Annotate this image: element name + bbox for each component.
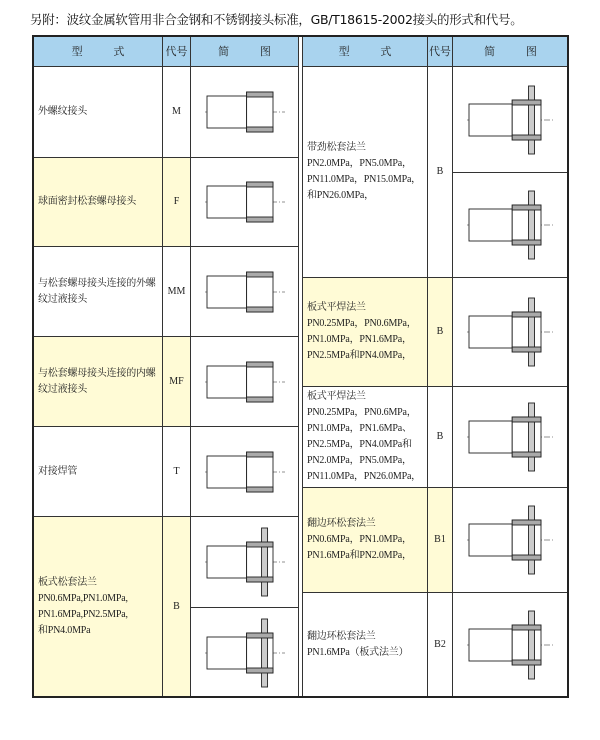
code-cell-text: B: [436, 431, 444, 442]
code-cell: [427, 592, 453, 698]
fitting-diagram: [463, 502, 559, 578]
type-cell: [33, 66, 163, 158]
diagram-cell: [452, 277, 569, 387]
code-cell-text: B1: [434, 534, 446, 545]
code-cell-text: MF: [169, 375, 184, 387]
type-cell-text: 板式松套法兰 PN0.6MPa,PN1.0MPa, PN1.6MPa,PN2.5MPa, 和PN4.0MPa: [38, 577, 128, 636]
code-cell-text: B2: [434, 639, 446, 650]
type-cell: [33, 516, 163, 698]
type-cell-text: 带劲松套法兰 PN2.0MPa，PN5.0MPa， PN11.0MPa，PN15.0MPa， 和PN26.0MPa，: [307, 142, 421, 201]
header-type-text: 型 式: [338, 45, 392, 58]
code-cell-text: B: [436, 166, 444, 177]
diagram-cell: [190, 66, 299, 158]
page-title: 另附：波纹金属软管用非合金钢和不锈钢接头标准，GB/T18615-2002接头的形式和代号。: [30, 12, 523, 27]
type-cell-text: 翻边环松套法兰 PN0.6MPa，PN1.0MPa， PN1.6MPa和PN2.0MPa，: [307, 518, 412, 561]
code-cell-text: M: [172, 106, 181, 117]
fitting-diagram: [201, 615, 289, 691]
fitting-diagram: [201, 254, 289, 330]
code-cell: [427, 66, 453, 278]
code-cell: [162, 246, 191, 337]
header-type: [33, 36, 163, 67]
type-cell: [302, 487, 428, 593]
type-cell: [302, 592, 428, 698]
code-cell: [427, 277, 453, 387]
code-cell: [427, 386, 453, 488]
header-diagram: [190, 36, 299, 67]
header-diagram-text: 简 图: [484, 45, 537, 58]
fitting-diagram: [201, 344, 289, 420]
type-cell: [33, 246, 163, 337]
header-code-text: 代号: [165, 45, 188, 58]
diagram-cell: [190, 336, 299, 427]
type-cell: [302, 66, 428, 278]
fitting-diagram: [463, 187, 559, 263]
code-cell-text: F: [173, 196, 180, 207]
code-cell: [162, 157, 191, 247]
code-cell: [427, 487, 453, 593]
code-cell-text: T: [173, 465, 180, 477]
diagram-cell: [452, 66, 569, 173]
code-cell-text: B: [436, 326, 444, 337]
diagram-cell: [452, 386, 569, 488]
fitting-diagram: [201, 165, 289, 240]
diagram-cell: [190, 246, 299, 337]
code-cell: [162, 516, 191, 698]
type-cell-text: 外螺纹接头: [38, 106, 87, 117]
type-cell-text: 与松套螺母接头连接的外螺纹过液接头: [38, 277, 156, 305]
code-cell-text: B: [173, 601, 180, 612]
code-cell: [162, 66, 191, 158]
type-cell-text: 板式平焊法兰 PN0.25MPa，PN0.6MPa， PN1.0MPa，PN1.6MPa， PN2.5MPa和PN4.0MPa，: [307, 302, 417, 361]
header-code: [162, 36, 191, 67]
code-cell: [162, 426, 191, 517]
diagram-cell: [452, 592, 569, 698]
fitting-diagram: [463, 607, 559, 683]
diagram-cell: [452, 172, 569, 278]
fitting-diagram: [463, 399, 559, 475]
type-cell: [33, 336, 163, 427]
type-cell-text: 球面密封松套螺母接头: [38, 196, 136, 207]
type-cell: [302, 277, 428, 387]
diagram-cell: [452, 487, 569, 593]
code-cell: [162, 336, 191, 427]
fitting-diagram: [201, 74, 289, 150]
type-cell-text: 对接焊管: [38, 465, 78, 477]
header-type-text: 型 式: [71, 45, 125, 58]
diagram-cell: [190, 157, 299, 247]
diagram-cell: [190, 516, 299, 608]
fitting-diagram: [201, 434, 289, 510]
fitting-diagram: [463, 294, 559, 370]
header-code: [427, 36, 453, 67]
type-cell-text: 与松套螺母接头连接的内螺纹过液接头: [38, 367, 156, 395]
fitting-diagram: [463, 82, 559, 158]
type-cell-text: 翻边环松套法兰 PN1.6MPa（板式法兰）: [307, 631, 409, 658]
diagram-cell: [190, 426, 299, 517]
diagram-cell: [190, 607, 299, 698]
header-diagram-text: 简 图: [218, 45, 271, 58]
header-code-text: 代号: [429, 45, 451, 58]
type-cell: [33, 426, 163, 517]
header-type: [302, 36, 428, 67]
type-cell-text: 板式平焊法兰 PN0.25MPa，PN0.6MPa， PN1.0MPa，PN1.6MPa、 PN2.5MPa，PN4.0MPa和 PN2.0MPa，PN5.0MPa， PN11.0MPa，PN26.0MPa，: [307, 391, 421, 482]
type-cell: [33, 157, 163, 247]
type-cell: [302, 386, 428, 488]
code-cell-text: MM: [167, 285, 186, 297]
fitting-diagram: [201, 524, 289, 600]
header-diagram: [452, 36, 569, 67]
